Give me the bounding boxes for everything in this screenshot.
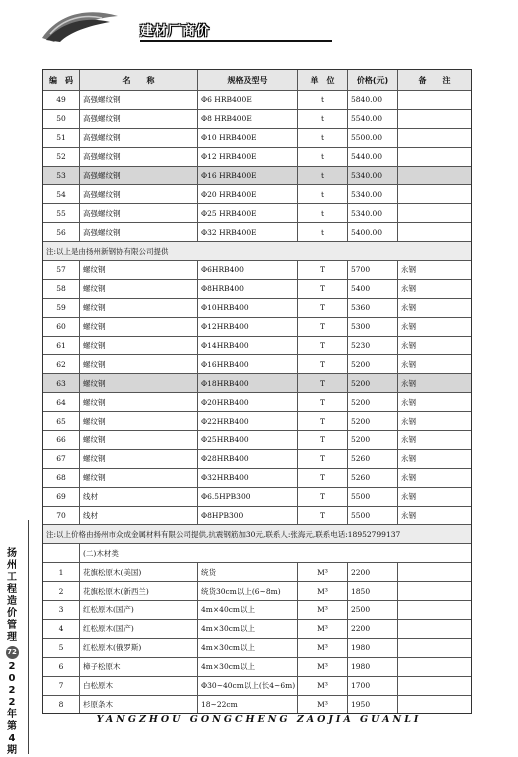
item-note: 永钢	[397, 450, 471, 468]
item-price: 5200	[347, 355, 397, 373]
item-no: 8	[58, 699, 64, 709]
item-name: 螺纹钢	[79, 469, 197, 487]
item-no: 67	[56, 454, 66, 464]
item-spec: 统货	[197, 563, 297, 581]
item-unit: M³	[297, 582, 347, 600]
item-note: 永钢	[397, 488, 471, 506]
item-price: 5300	[347, 318, 397, 336]
item-price: 5700	[347, 261, 397, 279]
section-title-row	[43, 543, 471, 562]
page-header	[40, 8, 300, 44]
item-unit: T	[297, 318, 347, 336]
item-spec: Φ25HRB400	[197, 431, 297, 449]
item-unit: T	[297, 299, 347, 317]
table-row	[43, 279, 471, 298]
item-note	[397, 148, 471, 166]
item-note	[397, 167, 471, 185]
item-name: 螺纹钢	[79, 337, 197, 355]
item-price: 1850	[347, 582, 397, 600]
item-unit: M³	[297, 658, 347, 676]
item-name: 高强螺纹钢	[79, 167, 197, 185]
item-price: 5840.00	[347, 91, 397, 109]
item-price: 5400.00	[347, 223, 397, 241]
item-spec: 4m×30cm以上	[197, 658, 297, 676]
item-price: 5200	[347, 393, 397, 411]
item-note	[397, 563, 471, 581]
table-row	[43, 506, 471, 525]
item-no: 64	[56, 397, 66, 407]
table-row	[43, 638, 471, 657]
item-name: 高强螺纹钢	[79, 223, 197, 241]
item-no: 69	[56, 492, 66, 502]
item-no: 52	[56, 152, 66, 162]
item-price: 2500	[347, 601, 397, 619]
item-name: 螺纹钢	[79, 318, 197, 336]
item-unit: t	[297, 223, 347, 241]
header-no: 编 码	[49, 75, 73, 85]
header-name: 名 称	[79, 70, 197, 90]
item-price: 1700	[347, 677, 397, 695]
item-spec: Φ6.5HPB300	[197, 488, 297, 506]
item-price: 1980	[347, 639, 397, 657]
item-no: 63	[56, 378, 66, 388]
item-price: 5200	[347, 374, 397, 392]
table-row	[43, 411, 471, 430]
header-rule	[140, 40, 332, 42]
item-price: 5440.00	[347, 148, 397, 166]
item-no: 50	[56, 114, 66, 124]
item-no: 2	[58, 586, 64, 596]
item-price: 5540.00	[347, 110, 397, 128]
item-spec: Φ12HRB400	[197, 318, 297, 336]
item-unit: T	[297, 337, 347, 355]
item-unit: T	[297, 374, 347, 392]
item-no: 49	[56, 95, 66, 105]
item-spec: Φ8HPB300	[197, 507, 297, 525]
item-name: 白松原木	[79, 677, 197, 695]
table-row	[43, 468, 471, 487]
item-no: 55	[56, 208, 66, 218]
item-name: 线材	[79, 488, 197, 506]
table-header-row	[43, 70, 471, 90]
header-unit: 单 位	[297, 70, 347, 90]
supplier-note-1-text: 注:以上是由扬州新钢协有限公司提供	[46, 246, 169, 256]
table-row	[43, 676, 471, 695]
item-spec: Φ22HRB400	[197, 412, 297, 430]
item-name: 高强螺纹钢	[79, 204, 197, 222]
header-logo-swirl	[40, 8, 120, 44]
item-spec: Φ32 HRB400E	[197, 223, 297, 241]
item-spec: Φ14HRB400	[197, 337, 297, 355]
item-note	[397, 110, 471, 128]
item-name: 高强螺纹钢	[79, 185, 197, 203]
item-unit: T	[297, 412, 347, 430]
item-note: 永钢	[397, 337, 471, 355]
item-spec: Φ25 HRB400E	[197, 204, 297, 222]
item-name: 螺纹钢	[79, 393, 197, 411]
item-name: 杉原条木	[79, 696, 197, 714]
item-spec: Φ12 HRB400E	[197, 148, 297, 166]
item-spec: 4m×30cm以上	[197, 620, 297, 638]
table-row	[43, 90, 471, 109]
item-price: 5340.00	[347, 167, 397, 185]
item-unit: t	[297, 148, 347, 166]
item-spec: 4m×40cm以上	[197, 601, 297, 619]
item-unit: t	[297, 167, 347, 185]
item-unit: T	[297, 507, 347, 525]
item-no: 1	[58, 567, 64, 577]
item-unit: T	[297, 488, 347, 506]
item-spec: 统货30cm以上(6~8m)	[197, 582, 297, 600]
item-unit: T	[297, 280, 347, 298]
item-name: 红松原木(国产)	[79, 601, 197, 619]
header-price: 价格(元)	[347, 70, 397, 90]
item-note: 永钢	[397, 412, 471, 430]
item-note: 永钢	[397, 469, 471, 487]
item-price: 5260	[347, 450, 397, 468]
item-price: 5340.00	[347, 185, 397, 203]
item-name: 螺纹钢	[79, 450, 197, 468]
item-spec: Φ10 HRB400E	[197, 129, 297, 147]
item-no: 61	[56, 341, 66, 351]
item-spec: Φ28HRB400	[197, 450, 297, 468]
item-note	[397, 620, 471, 638]
item-spec: Φ30~40cm以上(长4~6m)	[197, 677, 297, 695]
item-note	[397, 658, 471, 676]
item-no: 57	[56, 265, 66, 275]
item-note	[397, 223, 471, 241]
table-row	[43, 487, 471, 506]
item-price: 5500	[347, 507, 397, 525]
table-row	[43, 260, 471, 279]
item-spec: Φ20HRB400	[197, 393, 297, 411]
item-name: 樟子松原木	[79, 658, 197, 676]
item-name: 花旗松原木(美国)	[79, 563, 197, 581]
table-row	[43, 109, 471, 128]
table-row	[43, 147, 471, 166]
item-unit: t	[297, 204, 347, 222]
table-row	[43, 298, 471, 317]
item-name: 螺纹钢	[79, 261, 197, 279]
table-row	[43, 562, 471, 581]
item-price: 5500.00	[347, 129, 397, 147]
item-note	[397, 639, 471, 657]
table-row	[43, 184, 471, 203]
item-name: 红松原木(国产)	[79, 620, 197, 638]
issue-label: 2 0 2 2 年 第 4 期	[7, 661, 17, 756]
item-spec: Φ20 HRB400E	[197, 185, 297, 203]
item-name: 高强螺纹钢	[79, 91, 197, 109]
header-note: 备 注	[397, 70, 471, 90]
section-title: (二)木材类	[79, 544, 471, 562]
item-spec: 4m×30cm以上	[197, 639, 297, 657]
item-no: 60	[56, 322, 66, 332]
item-no: 59	[56, 303, 66, 313]
item-spec: 18~22cm	[197, 696, 297, 714]
item-unit: t	[297, 129, 347, 147]
item-spec: Φ18HRB400	[197, 374, 297, 392]
item-price: 5360	[347, 299, 397, 317]
item-spec: Φ6HRB400	[197, 261, 297, 279]
item-no: 7	[58, 681, 64, 691]
item-note	[397, 185, 471, 203]
item-no: 68	[56, 473, 66, 483]
item-note: 永钢	[397, 261, 471, 279]
item-note: 永钢	[397, 280, 471, 298]
item-price: 5340.00	[347, 204, 397, 222]
item-note	[397, 129, 471, 147]
item-spec: Φ16 HRB400E	[197, 167, 297, 185]
item-note: 永钢	[397, 431, 471, 449]
item-price: 5200	[347, 412, 397, 430]
item-note: 永钢	[397, 355, 471, 373]
item-unit: M³	[297, 639, 347, 657]
item-no: 58	[56, 284, 66, 294]
item-unit: T	[297, 469, 347, 487]
item-price: 5200	[347, 431, 397, 449]
item-unit: T	[297, 261, 347, 279]
table-row	[43, 203, 471, 222]
item-spec: Φ32HRB400	[197, 469, 297, 487]
item-unit: T	[297, 355, 347, 373]
footer-journal-pinyin: YANGZHOU GONGCHENG ZAOJIA GUANLI	[96, 714, 422, 725]
item-unit: M³	[297, 601, 347, 619]
item-note	[397, 91, 471, 109]
item-price: 5500	[347, 488, 397, 506]
item-unit: T	[297, 450, 347, 468]
item-unit: M³	[297, 677, 347, 695]
item-unit: T	[297, 431, 347, 449]
item-note	[397, 204, 471, 222]
table-row	[43, 354, 471, 373]
item-price: 5400	[347, 280, 397, 298]
item-unit: M³	[297, 696, 347, 714]
item-no: 65	[56, 416, 66, 426]
table-row	[43, 581, 471, 600]
table-row	[43, 317, 471, 336]
table-row	[43, 695, 471, 714]
table-row	[43, 373, 471, 392]
item-note: 永钢	[397, 318, 471, 336]
price-table	[42, 69, 472, 714]
item-spec: Φ8 HRB400E	[197, 110, 297, 128]
header-spec: 规格及型号	[197, 70, 297, 90]
item-name: 线材	[79, 507, 197, 525]
item-price: 5230	[347, 337, 397, 355]
table-row	[43, 166, 471, 185]
item-note: 永钢	[397, 393, 471, 411]
item-unit: M³	[297, 563, 347, 581]
table-row	[43, 430, 471, 449]
item-note	[397, 696, 471, 714]
table-row	[43, 222, 471, 241]
item-price: 2200	[347, 563, 397, 581]
table-row	[43, 392, 471, 411]
item-no: 66	[56, 435, 66, 445]
section-title-blank	[43, 544, 79, 562]
item-spec: Φ6 HRB400E	[197, 91, 297, 109]
item-no: 3	[58, 605, 64, 615]
item-no: 4	[58, 624, 64, 634]
item-unit: T	[297, 393, 347, 411]
item-name: 螺纹钢	[79, 431, 197, 449]
item-name: 高强螺纹钢	[79, 129, 197, 147]
item-spec: Φ16HRB400	[197, 355, 297, 373]
table-row	[43, 657, 471, 676]
item-name: 花旗松原木(新西兰)	[79, 582, 197, 600]
sidebar-journal-info	[4, 548, 20, 757]
item-no: 54	[56, 189, 66, 199]
journal-name: 扬 州 工 程 造 价 管 理	[7, 548, 17, 643]
item-name: 红松原木(俄罗斯)	[79, 639, 197, 657]
header-title: 建材厂商价	[140, 24, 211, 39]
table-row	[43, 449, 471, 468]
item-note	[397, 601, 471, 619]
item-name: 螺纹钢	[79, 299, 197, 317]
item-no: 62	[56, 359, 66, 369]
table-row	[43, 128, 471, 147]
item-price: 1980	[347, 658, 397, 676]
table-row	[43, 600, 471, 619]
item-price: 2200	[347, 620, 397, 638]
item-no: 70	[56, 511, 66, 521]
item-unit: t	[297, 110, 347, 128]
page-number: 72	[6, 646, 19, 659]
item-name: 螺纹钢	[79, 355, 197, 373]
item-unit: M³	[297, 620, 347, 638]
item-price: 5260	[347, 469, 397, 487]
item-no: 6	[58, 662, 64, 672]
item-note: 永钢	[397, 507, 471, 525]
item-spec: Φ10HRB400	[197, 299, 297, 317]
item-no: 51	[56, 133, 66, 143]
supplier-note-1	[43, 241, 471, 260]
item-spec: Φ8HRB400	[197, 280, 297, 298]
item-unit: t	[297, 91, 347, 109]
item-name: 高强螺纹钢	[79, 110, 197, 128]
item-note: 永钢	[397, 374, 471, 392]
item-note	[397, 677, 471, 695]
table-row	[43, 619, 471, 638]
item-name: 螺纹钢	[79, 374, 197, 392]
item-no: 5	[58, 643, 64, 653]
item-no: 53	[56, 171, 66, 180]
item-price: 1950	[347, 696, 397, 714]
item-name: 螺纹钢	[79, 412, 197, 430]
item-unit: t	[297, 185, 347, 203]
table-row	[43, 336, 471, 355]
item-note	[397, 582, 471, 600]
item-note: 永钢	[397, 299, 471, 317]
supplier-note-2-text: 注:以上价格由扬州市众成金属材料有限公司提供,抗震钢筋加30元,联系人:张海元,联系电话:18952799137	[46, 529, 401, 539]
item-name: 高强螺纹钢	[79, 148, 197, 166]
supplier-note-2	[43, 524, 471, 543]
item-name: 螺纹钢	[79, 280, 197, 298]
item-no: 56	[56, 227, 66, 237]
